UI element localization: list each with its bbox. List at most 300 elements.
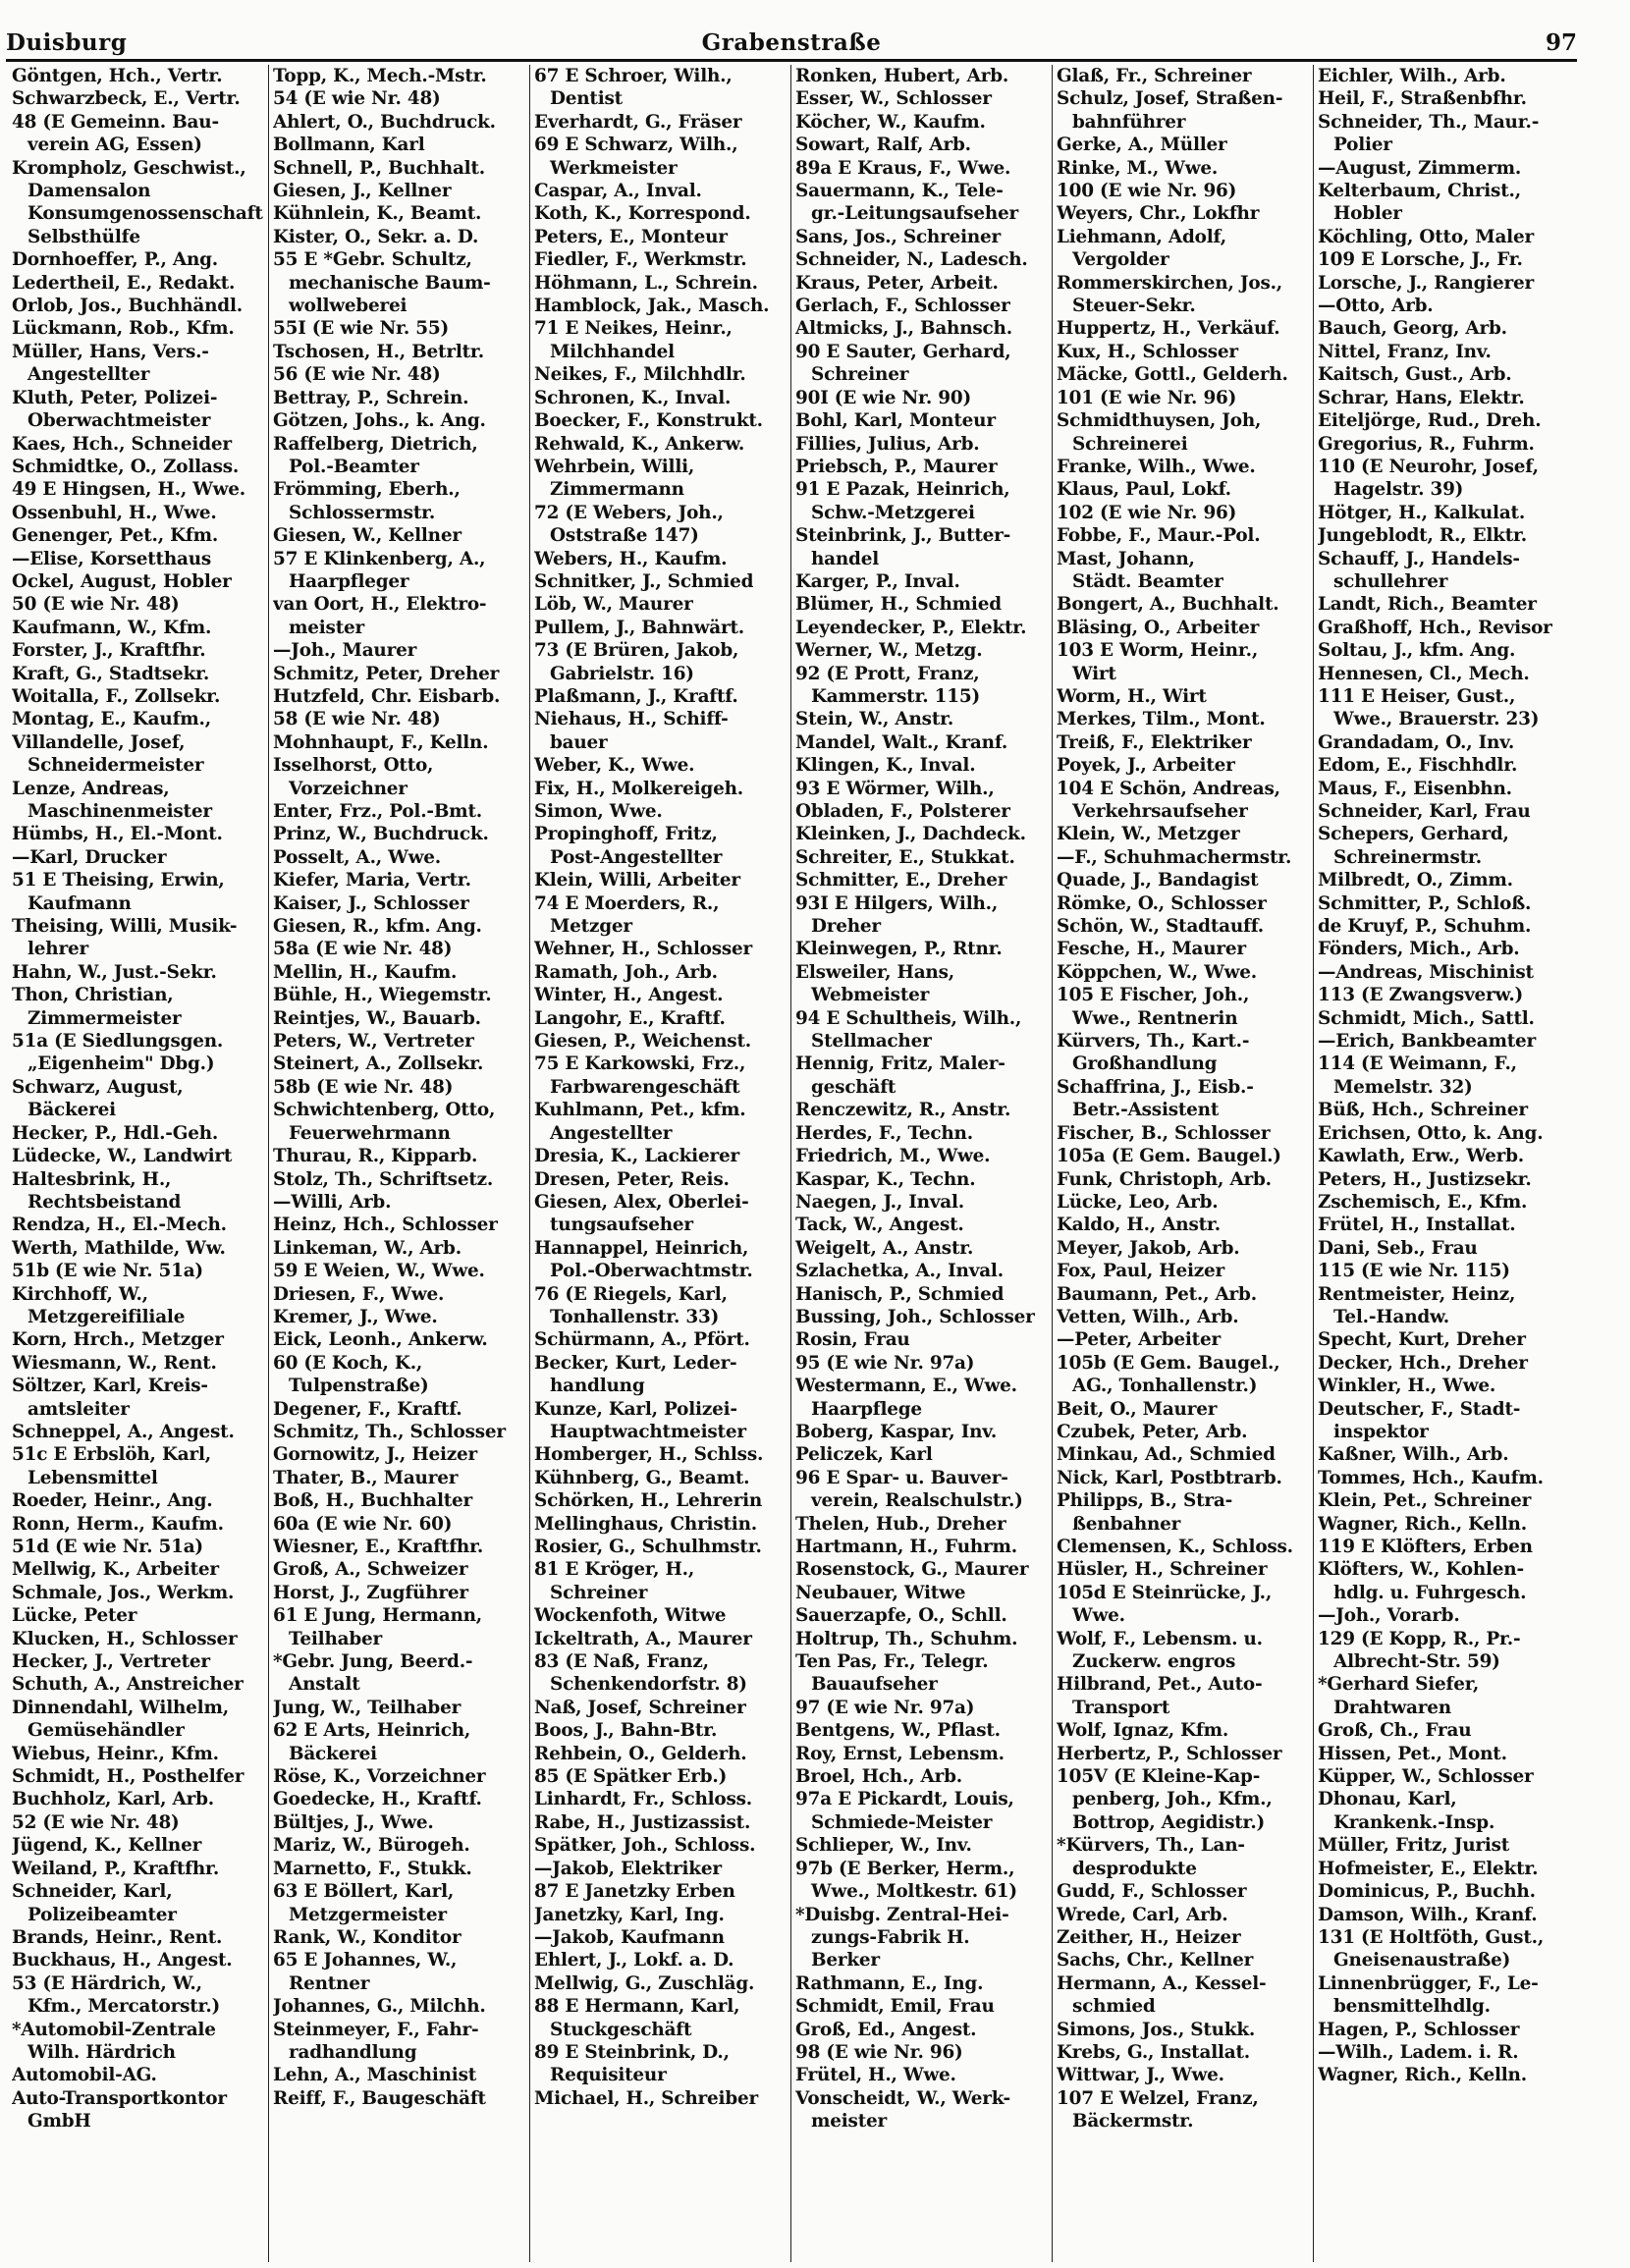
directory-entry: Schaffrina, J., Eisb.- — [1057, 1076, 1254, 1098]
directory-entry: Kister, O., Sekr. a. D. — [273, 226, 479, 247]
directory-entry: Schulz, Josef, Straßen- — [1057, 88, 1283, 110]
directory-entry: Ledertheil, E., Redakt. — [12, 272, 236, 294]
directory-entry: Schneppel, A., Angest. — [12, 1421, 235, 1442]
directory-entry: Bussing, Joh., Schlosser — [795, 1306, 1035, 1327]
directory-entry: Peliczek, Karl — [795, 1444, 933, 1466]
directory-entry: Wolf, F., Lebensm. u. — [1057, 1628, 1263, 1649]
directory-entry: Karger, P., Inval. — [795, 570, 960, 592]
directory-entry: 69 E Schwarz, Wilh., — [534, 135, 738, 156]
directory-entry: 58 (E wie Nr. 48) — [273, 709, 441, 730]
directory-entry: Klein, Pet., Schreiner — [1318, 1490, 1532, 1512]
directory-entry: Großhandlung — [1072, 1053, 1218, 1075]
directory-entry: Eiteljörge, Rud., Dreh. — [1318, 410, 1542, 432]
directory-entry: Rosier, G., Schulhmstr. — [534, 1537, 762, 1557]
directory-entry: Damensalon — [27, 181, 151, 202]
directory-entry: Kaufmann, W., Kfm. — [12, 617, 212, 638]
directory-entry: Metzgereifiliale — [27, 1306, 186, 1327]
directory-entry: Thater, B., Maurer — [273, 1467, 459, 1488]
directory-entry: —Joh., Vorarb. — [1318, 1605, 1460, 1627]
directory-entry: Herdes, F., Techn. — [795, 1122, 973, 1144]
directory-entry: Drahtwaren — [1333, 1697, 1451, 1718]
directory-entry: Wwe., Brauerstr. 23) — [1333, 709, 1540, 730]
directory-entry: Schauff, J., Handels- — [1318, 548, 1520, 569]
directory-entry: Philipps, B., Stra- — [1057, 1490, 1233, 1512]
directory-entry: —Erich, Bankbeamter — [1318, 1031, 1537, 1053]
directory-entry: Steinmeyer, F., Fahr- — [273, 2019, 479, 2040]
directory-entry: Kühnberg, G., Beamt. — [534, 1467, 750, 1488]
directory-entry: hdlg. u. Fuhrgesch. — [1333, 1582, 1527, 1603]
directory-entry: Linnenbrügger, F., Le- — [1318, 1972, 1539, 1994]
directory-entry: Kelterbaum, Christ., — [1318, 181, 1521, 202]
column-4 — [791, 65, 1053, 2262]
directory-entry: Hamblock, Jak., Masch. — [534, 296, 770, 317]
directory-entry: Wiesmann, W., Rent. — [12, 1352, 217, 1374]
directory-entry: 63 E Böllert, Karl, — [273, 1881, 455, 1903]
directory-entry: Schneider, Karl, Frau — [1318, 801, 1531, 822]
directory-entry: 131 (E Holtföth, Gust., — [1318, 1926, 1545, 1948]
directory-entry: Lücke, Leo, Arb. — [1057, 1191, 1219, 1213]
directory-entry: Rosenstock, G., Maurer — [795, 1559, 1029, 1581]
directory-entry: 90I (E wie Nr. 90) — [795, 387, 971, 408]
directory-entry: Graßhoff, Hch., Revisor — [1318, 617, 1552, 638]
directory-entry: Simons, Jos., Stukk. — [1057, 2019, 1256, 2040]
directory-entry: 105V (E Kleine-Kap- — [1057, 1766, 1261, 1788]
directory-entry: Edom, E., Fischhdlr. — [1318, 755, 1518, 777]
directory-entry: Zuckerw. engros — [1072, 1651, 1236, 1673]
directory-entry: Elsweiler, Hans, — [795, 961, 954, 983]
directory-entry: Schepers, Gerhard, — [1318, 824, 1509, 845]
column-1 — [8, 65, 269, 2262]
directory-entry: 50 (E wie Nr. 48) — [12, 594, 180, 616]
directory-entry: Kaiser, J., Schlosser — [273, 892, 469, 914]
directory-entry: Damson, Wilh., Kranf. — [1318, 1904, 1538, 1925]
directory-entry: Rosin, Frau — [795, 1329, 910, 1351]
directory-entry: Friedrich, M., Wwe. — [795, 1146, 991, 1167]
directory-entry: Transport — [1072, 1697, 1170, 1718]
directory-entry: Köppchen, W., Wwe. — [1057, 961, 1257, 983]
directory-entry: Schreinermstr. — [1333, 846, 1482, 868]
directory-entry: Sachs, Chr., Kellner — [1057, 1950, 1254, 1971]
directory-entry: 51a (E Siedlungsgen. — [12, 1031, 224, 1053]
directory-entry: Weyers, Chr., Lokfhr — [1057, 203, 1260, 225]
city-heading: Duisburg — [6, 29, 128, 56]
directory-entry: Wwe. — [1072, 1605, 1125, 1627]
directory-entry: Schneider, Karl, — [12, 1881, 173, 1903]
directory-entry: Everhardt, G., Fräser — [534, 111, 742, 133]
directory-entry: Dani, Seb., Frau — [1318, 1237, 1478, 1259]
directory-entry: Schmitter, E., Dreher — [795, 870, 1007, 891]
directory-entry: Höhmann, L., Schrein. — [534, 272, 758, 294]
directory-entry: Dentist — [550, 88, 623, 110]
directory-entry: Maschinenmeister — [27, 801, 212, 822]
directory-entry: Groß, Ed., Angest. — [795, 2019, 977, 2040]
directory-entry: Mohnhaupt, F., Kelln. — [273, 731, 489, 753]
directory-entry: Bauch, Georg, Arb. — [1318, 318, 1507, 340]
directory-entry: Schneider, Th., Maur.- — [1318, 111, 1540, 133]
directory-entry: Rank, W., Konditor — [273, 1926, 462, 1948]
directory-entry: Michael, H., Schreiber — [534, 2087, 758, 2109]
directory-entry: Stuckgeschäft — [550, 2019, 692, 2040]
directory-entry: Klöfters, W., Kohlen- — [1318, 1559, 1524, 1581]
directory-entry: Linkeman, W., Arb. — [273, 1237, 462, 1259]
directory-entry: Götzen, Johs., k. Ang. — [273, 410, 486, 432]
directory-entry: Obladen, F., Polsterer — [795, 801, 1010, 822]
directory-entry: Werkmeister — [550, 157, 678, 179]
directory-entry: Mariz, W., Bürogeh. — [273, 1835, 470, 1857]
directory-entry: Kaitsch, Gust., Arb. — [1318, 364, 1512, 386]
directory-entry: 91 E Pazak, Heinrich, — [795, 479, 1010, 501]
directory-entry: Werner, W., Metzg. — [795, 640, 983, 662]
directory-entry: *Gerhard Siefer, — [1318, 1674, 1480, 1696]
directory-entry: Hecker, J., Vertreter — [12, 1651, 210, 1673]
directory-entry: Bäckermstr. — [1072, 2111, 1194, 2133]
directory-entry: Küpper, W., Schlosser — [1318, 1766, 1534, 1788]
directory-entry: Angestellter — [27, 364, 150, 386]
directory-entry: Naegen, J., Inval. — [795, 1191, 965, 1213]
directory-entry: *Automobil-Zentrale — [12, 2019, 216, 2040]
directory-entry: —Jakob, Elektriker — [534, 1858, 722, 1879]
directory-entry: Memelstr. 32) — [1333, 1076, 1473, 1098]
directory-entry: 96 E Spar- u. Bauver- — [795, 1467, 1008, 1488]
directory-entry: Johannes, G., Milchh. — [273, 1996, 486, 2018]
directory-entry: Dornhoeffer, P., Ang. — [12, 249, 218, 271]
directory-entry: Tel.-Handw. — [1333, 1306, 1450, 1327]
directory-entry: Frütel, H., Installat. — [1318, 1215, 1516, 1236]
directory-entry: Teilhaber — [289, 1628, 382, 1649]
directory-entry: 71 E Neikes, Heinr., — [534, 318, 733, 340]
directory-entry: Kaßner, Wilh., Arb. — [1318, 1444, 1509, 1466]
directory-entry: Steinert, A., Zollsekr. — [273, 1053, 484, 1075]
directory-entry: Kühnlein, K., Beamt. — [273, 203, 482, 225]
directory-entry: van Oort, H., Elektro- — [273, 594, 487, 616]
directory-entry: Sauermann, K., Tele- — [795, 181, 1004, 202]
directory-entry: 107 E Welzel, Franz, — [1057, 2087, 1259, 2109]
directory-entry: Zeither, H., Heizer — [1057, 1926, 1241, 1948]
directory-entry: Pol.-Oberwachtmstr. — [550, 1261, 753, 1282]
directory-entry: Kaufmann — [27, 892, 132, 914]
directory-entry: Wittwar, J., Wwe. — [1057, 2065, 1224, 2086]
directory-entry: Hanisch, P., Schmied — [795, 1283, 1005, 1305]
directory-entry: —August, Zimmerm. — [1318, 157, 1522, 179]
directory-entry: GmbH — [27, 2111, 91, 2133]
directory-entry: 53 (E Härdrich, W., — [12, 1972, 202, 1994]
directory-entry: 97b (E Berker, Herm., — [795, 1858, 1015, 1879]
directory-entry: Gregorius, R., Fuhrm. — [1318, 433, 1535, 455]
directory-entry: Plaßmann, J., Kraftf. — [534, 685, 738, 707]
directory-entry: Priebsch, P., Maurer — [795, 456, 998, 477]
directory-entry: Hötger, H., Kalkulat. — [1318, 502, 1526, 523]
directory-entry: 89a E Kraus, F., Wwe. — [795, 157, 1011, 179]
directory-entry: Schmidtke, O., Zollass. — [12, 456, 240, 477]
directory-entry: Prinz, W., Buchdruck. — [273, 824, 489, 845]
directory-entry: Gneisenaustraße) — [1333, 1950, 1511, 1971]
directory-entry: meister — [811, 2111, 887, 2133]
directory-entry: mechanische Baum- — [289, 272, 491, 294]
directory-entry: Fischer, B., Schlosser — [1057, 1122, 1271, 1144]
directory-entry: Merkes, Tilm., Mont. — [1057, 709, 1266, 730]
column-3 — [530, 65, 791, 2262]
directory-entry: Metzgermeister — [289, 1904, 447, 1925]
directory-entry: 85 (E Spätker Erb.) — [534, 1766, 728, 1788]
directory-entry: Lorsche, J., Rangierer — [1318, 272, 1535, 294]
directory-entry: Groß, A., Schweizer — [273, 1559, 468, 1581]
directory-entry: Söltzer, Karl, Kreis- — [12, 1376, 208, 1397]
directory-entry: Erichsen, Otto, k. Ang. — [1318, 1122, 1544, 1144]
directory-entry: Schreiner — [811, 364, 909, 386]
directory-entry: Herbertz, P., Schlosser — [1057, 1743, 1282, 1764]
directory-entry: —Willi, Arb. — [273, 1191, 392, 1213]
directory-entry: desprodukte — [1072, 1858, 1197, 1879]
directory-entry: Peters, H., Justizsekr. — [1318, 1168, 1532, 1190]
directory-entry: Szlachetka, A., Inval. — [795, 1261, 1004, 1282]
directory-entry: Schw.-Metzgerei — [811, 502, 975, 523]
directory-entry: Kaldo, H., Anstr. — [1057, 1215, 1221, 1236]
directory-entry: Polier — [1333, 135, 1392, 156]
directory-entry: Dresen, Peter, Reis. — [534, 1168, 730, 1190]
directory-entry: Vorzeichner — [289, 778, 408, 799]
directory-entry: 119 E Klöfters, Erben — [1318, 1537, 1533, 1557]
directory-entry: Groß, Ch., Frau — [1318, 1720, 1472, 1742]
directory-entry: Neikes, F., Milchhdlr. — [534, 364, 746, 386]
directory-entry: Klingen, K., Inval. — [795, 755, 976, 777]
directory-entry: Degener, F., Kraftf. — [273, 1398, 462, 1420]
directory-entry: Gudd, F., Schlosser — [1057, 1881, 1247, 1903]
directory-entry: Hissen, Pet., Mont. — [1318, 1743, 1507, 1764]
directory-entry: 48 (E Gemeinn. Bau- — [12, 111, 219, 133]
directory-entry: verein AG, Essen) — [27, 135, 202, 156]
directory-entry: 129 (E Kopp, R., Pr.- — [1318, 1628, 1521, 1649]
directory-entry: Oberwachtmeister — [27, 410, 211, 432]
directory-entry: Hüsler, H., Schreiner — [1057, 1559, 1268, 1581]
directory-entry: Thelen, Hub., Dreher — [795, 1513, 1006, 1535]
directory-entry: Langohr, E., Kraftf. — [534, 1007, 726, 1029]
directory-entry: Liehmann, Adolf, — [1057, 226, 1227, 247]
directory-entry: Wiesner, E., Kraftfhr. — [273, 1537, 484, 1557]
directory-entry: Weiland, P., Kraftfhr. — [12, 1858, 220, 1879]
directory-entry: Giesen, Alex, Oberlei- — [534, 1191, 749, 1213]
directory-entry: Kraus, Peter, Arbeit. — [795, 272, 999, 294]
directory-entry: Fiedler, F., Werkmstr. — [534, 249, 747, 271]
directory-entry: Wiebus, Heinr., Kfm. — [12, 1743, 219, 1764]
directory-entry: Haarpfleger — [289, 570, 409, 592]
directory-entry: Hahn, W., Just.-Sekr. — [12, 961, 217, 983]
directory-entry: Hartmann, H., Fuhrm. — [795, 1537, 1018, 1557]
directory-entry: Winter, H., Angest. — [534, 985, 724, 1006]
directory-entry: *Gebr. Jung, Beerd.- — [273, 1651, 473, 1673]
directory-entry: 101 (E wie Nr. 96) — [1057, 387, 1237, 408]
directory-entry: Jügend, K., Kellner — [12, 1835, 202, 1857]
directory-entry: Fillies, Julius, Arb. — [795, 433, 980, 455]
directory-entry: Kleinken, J., Dachdeck. — [795, 824, 1026, 845]
directory-entry: Funk, Christoph, Arb. — [1057, 1168, 1272, 1190]
directory-entry: Hofmeister, E., Elektr. — [1318, 1858, 1539, 1879]
directory-entry: Webers, H., Kaufm. — [534, 548, 728, 569]
directory-entry: Schreiter, E., Stukkat. — [795, 846, 1015, 868]
directory-entry: schmied — [1072, 1996, 1156, 2018]
directory-entry: 97a E Pickardt, Louis, — [795, 1789, 1014, 1810]
directory-entry: Mellin, H., Kaufm. — [273, 961, 458, 983]
directory-entry: 54 (E wie Nr. 48) — [273, 88, 441, 110]
directory-entry: Giesen, J., Kellner — [273, 181, 452, 202]
directory-entry: Bläsing, O., Arbeiter — [1057, 617, 1260, 638]
directory-entry: Korn, Hrch., Metzger — [12, 1329, 224, 1351]
directory-entry: Thon, Christian, — [12, 985, 174, 1006]
directory-entry: Klein, Willi, Arbeiter — [534, 870, 740, 891]
directory-entry: de Kruyf, P., Schuhm. — [1318, 916, 1532, 938]
directory-entry: Niehaus, H., Schiff- — [534, 709, 729, 730]
directory-entry: Schwarz, August, — [12, 1076, 184, 1098]
directory-entry: 76 (E Riegels, Karl, — [534, 1283, 728, 1305]
directory-entry: Bauaufseher — [811, 1674, 938, 1696]
directory-entry: Specht, Kurt, Dreher — [1318, 1329, 1526, 1351]
directory-entry: Hennesen, Cl., Mech. — [1318, 663, 1530, 684]
directory-entry: Rechtsbeistand — [27, 1191, 182, 1213]
directory-entry: Boecker, F., Konstrukt. — [534, 410, 763, 432]
directory-entry: Bongert, A., Buchhalt. — [1057, 594, 1279, 616]
directory-entry: 115 (E wie Nr. 115) — [1318, 1261, 1510, 1282]
directory-entry: 93 E Wörmer, Wilh., — [795, 778, 995, 799]
directory-entry: 62 E Arts, Heinrich, — [273, 1720, 471, 1742]
directory-entry: Boß, H., Buchhalter — [273, 1490, 473, 1512]
directory-entry: Pol.-Beamter — [289, 456, 419, 477]
directory-entry: Ehlert, J., Lokf. a. D. — [534, 1950, 734, 1971]
directory-entry: 105 E Fischer, Joh., — [1057, 985, 1250, 1006]
directory-entry: Dresia, K., Lackierer — [534, 1146, 739, 1167]
directory-entry: Bäckerei — [289, 1743, 377, 1764]
directory-entry: Lenze, Andreas, — [12, 778, 170, 799]
directory-entry: Goedecke, H., Kraftf. — [273, 1789, 482, 1810]
directory-entry: Minkau, Ad., Schmied — [1057, 1444, 1276, 1466]
directory-entry: Krankenk.-Insp. — [1333, 1811, 1495, 1833]
directory-entry: Schörken, H., Lehrerin — [534, 1490, 763, 1512]
directory-entry: Wilh. Härdrich — [27, 2041, 176, 2063]
directory-entry: Requisiteur — [550, 2065, 667, 2086]
directory-entry: geschäft — [811, 1076, 896, 1098]
directory-entry: gr.-Leitungsaufseher — [811, 203, 1018, 225]
directory-entry: Ahlert, O., Buchdruck. — [273, 111, 496, 133]
directory-entry: Hagen, P., Schlosser — [1318, 2019, 1520, 2040]
directory-entry: Kux, H., Schlosser — [1057, 341, 1238, 362]
directory-entry: Villandelle, Josef, — [12, 731, 186, 753]
directory-entry: —Andreas, Mischinist — [1318, 961, 1534, 983]
directory-entry: Schmiede-Meister — [811, 1811, 993, 1833]
directory-entry: Stein, W., Anstr. — [795, 709, 954, 730]
directory-entry: Baumann, Pet., Arb. — [1057, 1283, 1257, 1305]
directory-entry: Dominicus, P., Buchh. — [1318, 1881, 1536, 1903]
directory-entry: Betr.-Assistent — [1072, 1100, 1220, 1121]
directory-entry: 89 E Steinbrink, D., — [534, 2041, 730, 2063]
directory-entry: Linhardt, Fr., Schloss. — [534, 1789, 752, 1810]
directory-entry: Rommerskirchen, Jos., — [1057, 272, 1283, 294]
directory-entry: Berker — [811, 1950, 880, 1971]
directory-entry: Roy, Ernst, Lebensm. — [795, 1743, 1005, 1764]
directory-entry: Schmitz, Th., Schlosser — [273, 1421, 506, 1442]
column-6 — [1314, 65, 1575, 2262]
directory-entry: 97 (E wie Nr. 97a) — [795, 1697, 975, 1718]
directory-entry: Klaus, Paul, Lokf. — [1057, 479, 1231, 501]
directory-entry: Hagelstr. 39) — [1333, 479, 1464, 501]
directory-entry: Pullem, J., Bahnwärt. — [534, 617, 744, 638]
directory-entry: Propinghoff, Fritz, — [534, 824, 718, 845]
directory-entry: Frütel, H., Wwe. — [795, 2065, 956, 2086]
directory-entry: Giesen, R., kfm. Ang. — [273, 916, 482, 938]
directory-entry: Gornowitz, J., Heizer — [273, 1444, 478, 1466]
directory-entry: 51 E Theising, Erwin, — [12, 870, 225, 891]
directory-entry: Gabrielstr. 16) — [550, 663, 694, 684]
directory-entry: Wwe., Rentnerin — [1072, 1007, 1238, 1029]
directory-entry: Rendza, H., El.-Mech. — [12, 1215, 227, 1236]
directory-entry: Theising, Willi, Musik- — [12, 916, 238, 938]
directory-entry: Kleinwegen, P., Rtnr. — [795, 939, 1003, 960]
column-2 — [269, 65, 530, 2262]
directory-entry: Schuth, A., Anstreicher — [12, 1674, 244, 1696]
directory-entry: Hecker, P., Hdl.-Geh. — [12, 1122, 219, 1144]
directory-entry: Büß, Hch., Schreiner — [1318, 1100, 1528, 1121]
directory-entry: Eichler, Wilh., Arb. — [1318, 66, 1506, 86]
directory-entry: Woitalla, F., Zollsekr. — [12, 685, 221, 707]
directory-entry: Städt. Beamter — [1072, 570, 1223, 592]
directory-entry: Decker, Hch., Dreher — [1318, 1352, 1528, 1374]
directory-entry: Schnitker, J., Schmied — [534, 570, 754, 592]
directory-entry: Topp, K., Mech.-Mstr. — [273, 66, 487, 86]
directory-entry: Kiefer, Maria, Vertr. — [273, 870, 471, 891]
directory-entry: Janetzky, Karl, Ing. — [534, 1904, 725, 1925]
directory-entry: 92 (E Prott, Franz, — [795, 663, 980, 684]
directory-entry: 105b (E Gem. Baugel., — [1057, 1352, 1280, 1374]
directory-entry: Czubek, Peter, Arb. — [1057, 1421, 1248, 1442]
directory-entry: Löb, W., Maurer — [534, 594, 693, 616]
directory-entry: Rehbein, O., Gelderh. — [534, 1743, 747, 1764]
page-number: 97 — [1545, 29, 1577, 56]
directory-entry: 67 E Schroer, Wilh., — [534, 66, 733, 86]
directory-entry: Quade, J., Bandagist — [1057, 870, 1259, 891]
directory-entry: Oststraße 147) — [550, 525, 699, 547]
directory-entry: Brands, Heinr., Rent. — [12, 1926, 223, 1948]
directory-entry: Schmidthuysen, Joh, — [1057, 410, 1262, 432]
directory-entry: Schlossermstr. — [289, 502, 436, 523]
directory-entry: 75 E Karkowski, Frz., — [534, 1053, 746, 1075]
directory-entry: Mäcke, Gottl., Gelderh. — [1057, 364, 1288, 386]
directory-entry: Horst, J., Zugführer — [273, 1582, 468, 1603]
directory-entry: Poyek, J., Arbeiter — [1057, 755, 1235, 777]
directory-entry: Müller, Fritz, Jurist — [1318, 1835, 1510, 1857]
directory-entry: 113 (E Zwangsverw.) — [1318, 985, 1524, 1006]
directory-entry: 60 (E Koch, K., — [273, 1352, 423, 1374]
directory-entry: 103 E Worm, Heinr., — [1057, 640, 1259, 662]
directory-entry: Hannappel, Heinrich, — [534, 1237, 749, 1259]
directory-entry: 102 (E wie Nr. 96) — [1057, 502, 1237, 523]
directory-entry: Dhonau, Karl, — [1318, 1789, 1457, 1810]
directory-entry: Wrede, Carl, Arb. — [1057, 1904, 1228, 1925]
directory-entry: Spätker, Joh., Schloss. — [534, 1835, 756, 1857]
directory-entry: Eick, Leonh., Ankerw. — [273, 1329, 488, 1351]
directory-entry: Schmidt, Emil, Frau — [795, 1996, 995, 2018]
directory-entry: bensmittelhdlg. — [1333, 1996, 1491, 2018]
directory-entry: Mandel, Walt., Kranf. — [795, 731, 1008, 753]
directory-entry: Kluth, Peter, Polizei- — [12, 387, 218, 408]
directory-entry: ßenbahner — [1072, 1513, 1181, 1535]
directory-entry: Frömming, Eberh., — [273, 479, 461, 501]
directory-entry: Bettray, P., Schrein. — [273, 387, 469, 408]
directory-entry: Boberg, Kaspar, Inv. — [795, 1421, 998, 1442]
directory-entry: Anstalt — [289, 1674, 360, 1696]
directory-entry: Enter, Frz., Pol.-Bmt. — [273, 801, 482, 822]
directory-entry: Klein, W., Metzger — [1057, 824, 1240, 845]
directory-entry: Vergolder — [1072, 249, 1169, 271]
directory-entry: Genenger, Pet., Kfm. — [12, 525, 219, 547]
directory-entry: Deutscher, F., Stadt- — [1318, 1398, 1521, 1420]
directory-entry: Glaß, Fr., Schreiner — [1057, 66, 1252, 86]
